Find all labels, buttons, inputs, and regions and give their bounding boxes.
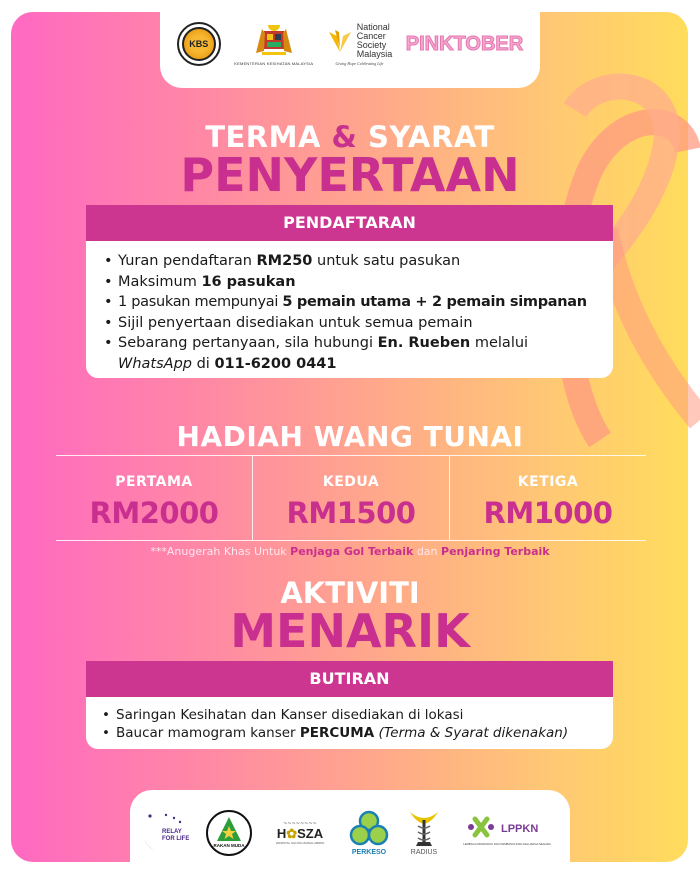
registration-card (86, 241, 613, 378)
list-item: • Yuran pendaftaran RM250 untuk satu pasukan (102, 251, 613, 272)
pinktober-logo: PINKTOBER (405, 32, 524, 55)
kbs-logo: KBS (177, 22, 221, 66)
kkm-logo: KEMENTERIAN KESIHATAN MALAYSIA (234, 23, 313, 66)
radius-emblem-icon (406, 808, 442, 858)
svg-text:LEMBAGA PENDUDUK DAN PEMBANGUN: LEMBAGA PENDUDUK DAN PEMBANGUNAN KELUARGA NEGARA (462, 841, 551, 846)
svg-text:~~~~~~~~: ~~~~~~~~ (282, 820, 317, 827)
lppkn-emblem-icon (457, 811, 557, 855)
list-item: • Baucar mamogram kanser PERCUMA (Terma & Syarat dikenakan) (100, 724, 613, 742)
prize-third: KETIGA RM1000 (449, 456, 646, 540)
svg-text:RAKAN MUDA: RAKAN MUDA (213, 842, 244, 848)
rakan-muda-emblem-icon (205, 809, 253, 857)
svg-text:FOR LIFE: FOR LIFE (161, 835, 189, 842)
lppkn-logo (457, 811, 557, 855)
moon-stars-icon (144, 811, 190, 855)
title-line-1: TERMA & SYARAT (205, 120, 495, 154)
prize-table (56, 455, 646, 541)
special-award-note: ***Anugerah Khas Untuk Penjaga Gol Terbaik dan Penjaring Terbaik (150, 545, 550, 558)
activities-card (86, 697, 613, 749)
sponsor-logo-bar-top (160, 0, 540, 88)
list-item: • Maksimum 16 pasukan (102, 272, 613, 293)
list-item: • Sijil penyertaan disediakan untuk semua pemain (102, 313, 613, 334)
hosza-logo (268, 818, 332, 848)
sponsor-logo-bar-bottom (130, 790, 570, 875)
ncsm-v-icon (327, 28, 353, 54)
list-item: • Saringan Kesihatan dan Kanser disediakan di lokasi (100, 706, 613, 724)
svg-text:PERKESO: PERKESO (351, 848, 386, 856)
svg-text:RADIUS: RADIUS (410, 848, 437, 856)
ncsm-logo: National Cancer Society Malaysia Giving Hope Celebrating Life (327, 23, 393, 66)
registration-list (102, 251, 613, 374)
svg-text:H✿SZA: H✿SZA (276, 825, 323, 841)
activities-list (100, 706, 613, 742)
list-item: • Sebarang pertanyaan, sila hubungi En. Rueben melalui WhatsApp di 011-6200 0441 (102, 333, 613, 374)
registration-header: PENDAFTARAN (86, 205, 613, 241)
coat-of-arms-icon (252, 23, 296, 59)
title-line-2: PENYERTAAN (180, 148, 520, 202)
rakan-muda-logo (205, 809, 253, 857)
prizes-title: HADIAH WANG TUNAI (176, 420, 524, 453)
activities-title-line-2: MENARIK (230, 604, 470, 658)
hosza-wordmark-icon (268, 818, 332, 848)
activities-title-line-1: AKTIVITI (280, 576, 420, 610)
svg-text:RELAY: RELAY (161, 828, 182, 835)
prize-second: KEDUA RM1500 (252, 456, 449, 540)
perkeso-emblem-icon (347, 808, 391, 858)
svg-text:HOSPITAL SULTAN ZAINAL ABIDIN: HOSPITAL SULTAN ZAINAL ABIDIN (275, 840, 324, 845)
svg-text:LPPKN: LPPKN (500, 822, 538, 835)
radius-logo (406, 808, 442, 858)
list-item: • 1 pasukan mempunyai 5 pemain utama + 2 pemain simpanan (102, 292, 613, 313)
activities-header: BUTIRAN (86, 661, 613, 697)
relay-for-life-logo (144, 811, 190, 855)
prize-first: PERTAMA RM2000 (89, 474, 219, 530)
perkeso-logo (347, 808, 391, 858)
